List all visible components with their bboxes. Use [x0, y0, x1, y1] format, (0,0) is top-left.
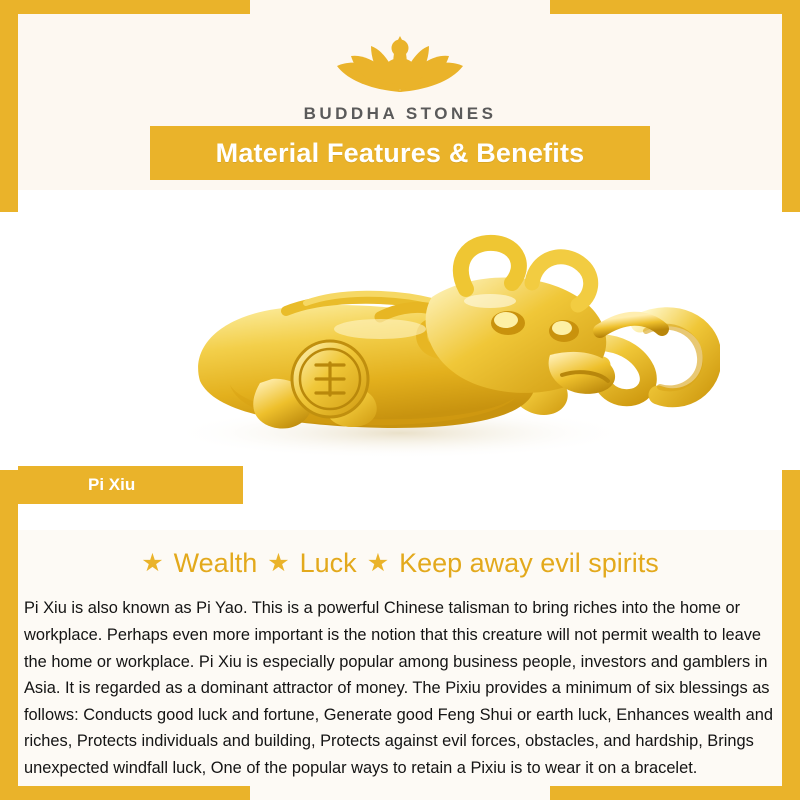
star-icon: ★ [366, 549, 390, 577]
benefits-row [24, 548, 776, 579]
benefit-wealth: Wealth [173, 548, 258, 578]
star-icon: ★ [141, 549, 164, 577]
description-section [0, 530, 800, 781]
lotus-meditation-icon [0, 18, 800, 102]
title-banner [0, 126, 800, 190]
frame-left-bottom-bar [0, 470, 18, 800]
frame-right-bottom-bar [782, 470, 800, 800]
brand-name: BUDDHA STONES [303, 104, 497, 123]
product-image-area [0, 190, 800, 490]
description-text: Pi Xiu is also known as Pi Yao. This is a powerful Chinese talisman to bring riches into the home or workplace. Perhaps even more important is the notion that this creature will not permit wealth to leave the home or workplace. Pi Xiu is especially popular among business people, investors and gamblers in Asia. It is regarded as a dominant attractor of money. The Pixiu provides a minimum of six blessings as follows: Conducts good luck and fortune, Generate good Feng Shui or earth luck, Enhances wealth and riches, Protects individuals and building, Protects against evil forces, obstacles, and hardship, Brings unexpected windfall luck, One of the popular ways to retain a Pixiu is to wear it on a bracelet. [24, 599, 773, 777]
frame-bottom-left-bar [0, 786, 250, 800]
benefit-evil-spirits: Keep away evil spirits [399, 548, 659, 578]
frame-right-top-bar [744, 0, 800, 212]
star-icon: ★ [267, 549, 290, 577]
benefit-luck: Luck [299, 548, 357, 578]
brand-header [0, 0, 800, 126]
page-title: Material Features & Benefits [215, 137, 585, 168]
title-banner-bar [150, 126, 650, 180]
gold-pixiu-pendant-image [0, 190, 800, 490]
frame-left-top-bar [0, 0, 56, 212]
product-caption-band [0, 475, 800, 530]
frame-bottom-right-bar [550, 786, 800, 800]
product-caption-bar [18, 466, 243, 504]
product-caption: Pi Xiu [88, 475, 136, 494]
